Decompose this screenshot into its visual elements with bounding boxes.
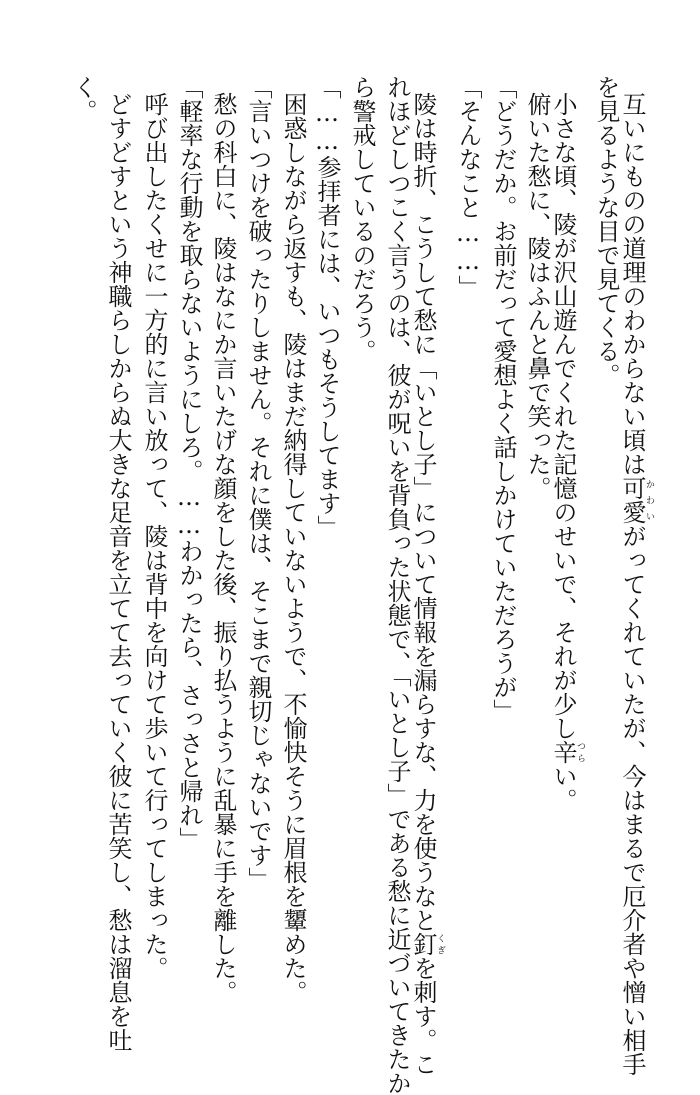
- text-line-15: 呼び出したくせに一方的に言い放って、陵は背中を向けて歩いて行ってしまった。: [140, 92, 168, 980]
- ruby-annotation: 辛つら: [549, 740, 585, 764]
- text-line-7: 陵は時折、こうして愁に「いとし子」について情報を漏らすな、力を使うなと釘くぎを刺す。こ: [409, 92, 445, 1076]
- text-line-8: れほどしつこく言うのは、彼が呪いを背負った状態で、「いとし子」である愁に近づいてきたか: [383, 75, 411, 1095]
- text-line-14: 「軽率な行動を取らないようにしろ。……わかったら、さっさと帰れ」: [175, 75, 203, 851]
- text-line-17: く。: [69, 75, 97, 123]
- text-line-4: 俯いた愁に、陵はふんと鼻で笑った。: [523, 92, 551, 500]
- text-line-5: 「どうだか。お前だって愛想よく話しかけていただろうが」: [489, 75, 517, 723]
- text-line-2: を見るような目で見てくる。: [592, 75, 620, 387]
- text-line-10: 「……参拝者には、いつもそうしてます」: [313, 75, 341, 539]
- text-line-12: 「言いつけを破ったりしません。それに僕は、そこまで親切じゃないです」: [244, 75, 272, 891]
- text-line-6: 「そんなこと……」: [454, 75, 482, 299]
- text-line-9: ら警戒しているのだろう。: [348, 75, 376, 363]
- ruby-annotation: 釘くぎ: [409, 932, 445, 956]
- text-line-13: 愁の科白に、陵はなにか言いたげな顔をした後、振り払うように乱暴に手を離した。: [209, 92, 237, 1004]
- ruby-annotation: 可愛かわい: [618, 476, 654, 524]
- text-line-3: 小さな頃、陵が沢山遊んでくれた記憶のせいで、それが少し辛つらい。: [549, 92, 585, 812]
- text-line-16: どすどすという神職らしからぬ大きな足音を立てて去っていく彼に苦笑し、愁は溜息を吐: [104, 92, 132, 1052]
- text-line-1: 互いにものの道理のわからない頃は可愛かわいがってくれていたが、今はまるで厄介者や憎い相手: [618, 92, 654, 1076]
- text-line-11: 困惑しながら返すも、陵はまだ納得していないようで、不愉快そうに眉根を顰めた。: [279, 92, 307, 1004]
